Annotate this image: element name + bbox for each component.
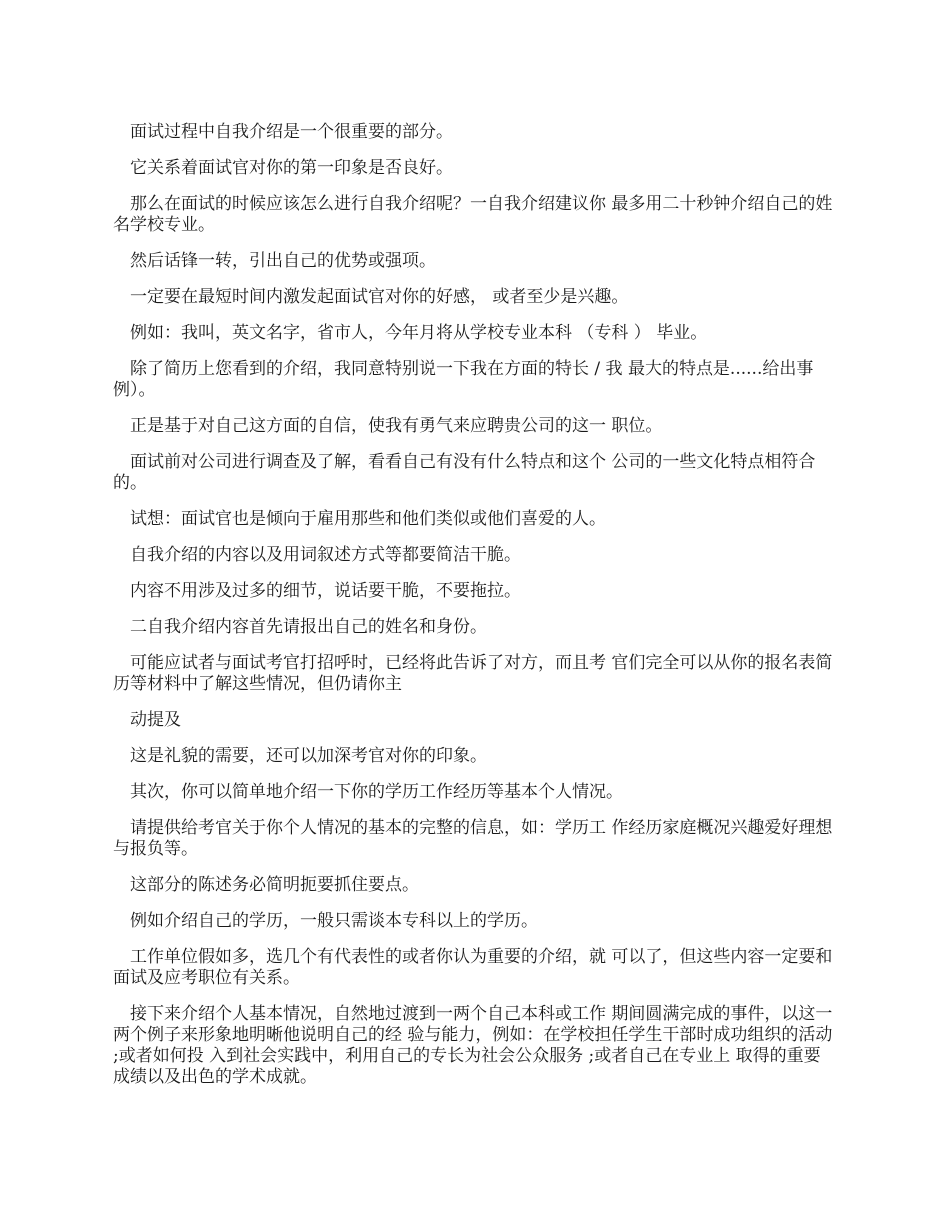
paragraph: 内容不用涉及过多的细节，说话要干脆，不要拖拉。 — [130, 581, 521, 601]
paragraph: 那么在面试的时候应该怎么进行自我介绍呢？一自我介绍建议你 最多用二十秒钟介绍自己的姓名学校专业。 — [113, 194, 833, 235]
paragraph: 这是礼貌的需要，还可以加深考官对你的印象。 — [130, 746, 487, 766]
paragraph: 其次，你可以简单地介绍一下你的学历工作经历等基本个人情况。 — [130, 782, 623, 802]
paragraph: 可能应试者与面试考官打招呼时，已经将此告诉了对方，而且考 官们完全可以从你的报名表简历等材料中了解这些情况，但仍请你主 — [113, 653, 833, 694]
paragraph: 面试前对公司进行调查及了解，看看自己有没有什么特点和这个 公司的一些文化特点相符合的。 — [113, 452, 816, 493]
paragraph: 例如介绍自己的学历，一般只需谈本专科以上的学历。 — [130, 911, 538, 931]
paragraph: 它关系着面试官对你的第一印象是否良好。 — [130, 158, 453, 178]
paragraph: 这部分的陈述务必简明扼要抓住要点。 — [130, 875, 419, 895]
paragraph: 例如：我叫，英文名字，省市人，今年月将从学校专业本科 （专科 ） 毕业。 — [130, 323, 708, 343]
paragraph: 然后话锋一转，引出自己的优势或强项。 — [130, 251, 436, 271]
paragraph: 动提及 — [130, 710, 181, 730]
document-body — [113, 122, 835, 1103]
paragraph: 工作单位假如多，选几个有代表性的或者你认为重要的介绍，就 可以了，但这些内容一定要和面试及应考职位有关系。 — [113, 947, 833, 988]
paragraph: 试想：面试官也是倾向于雇用那些和他们类似或他们喜爱的人。 — [130, 509, 606, 529]
paragraph: 二自我介绍内容首先请报出自己的姓名和身份。 — [130, 617, 487, 637]
paragraph: 面试过程中自我介绍是一个很重要的部分。 — [130, 122, 453, 142]
paragraph: 请提供给考官关于你个人情况的基本的完整的信息，如：学历工 作经历家庭概况兴趣爱好理想与报负等。 — [113, 818, 833, 859]
paragraph: 自我介绍的内容以及用词叙述方式等都要简洁干脆。 — [130, 545, 521, 565]
paragraph: 正是基于对自己这方面的自信，使我有勇气来应聘贵公司的这一 职位。 — [130, 416, 663, 436]
paragraph: 除了简历上您看到的介绍，我同意特别说一下我在方面的特长 / 我 最大的特点是......给出事例）。 — [113, 359, 814, 400]
paragraph: 接下来介绍个人基本情况，自然地过渡到一两个自己本科或工作 期间圆满完成的事件，以这一两个例子来形象地明晰他说明自己的经 验与能力，例如：在学校担任学生干部时成功组织的活动 ;或者如何投 入到社会实践中，利用自己的专长为社会公众服务 ;或者自己在专业上 取得的重要成绩以及出色的学术成就。 — [113, 1004, 833, 1087]
paragraph: 一定要在最短时间内激发起面试官对你的好感， 或者至少是兴趣。 — [130, 287, 629, 307]
